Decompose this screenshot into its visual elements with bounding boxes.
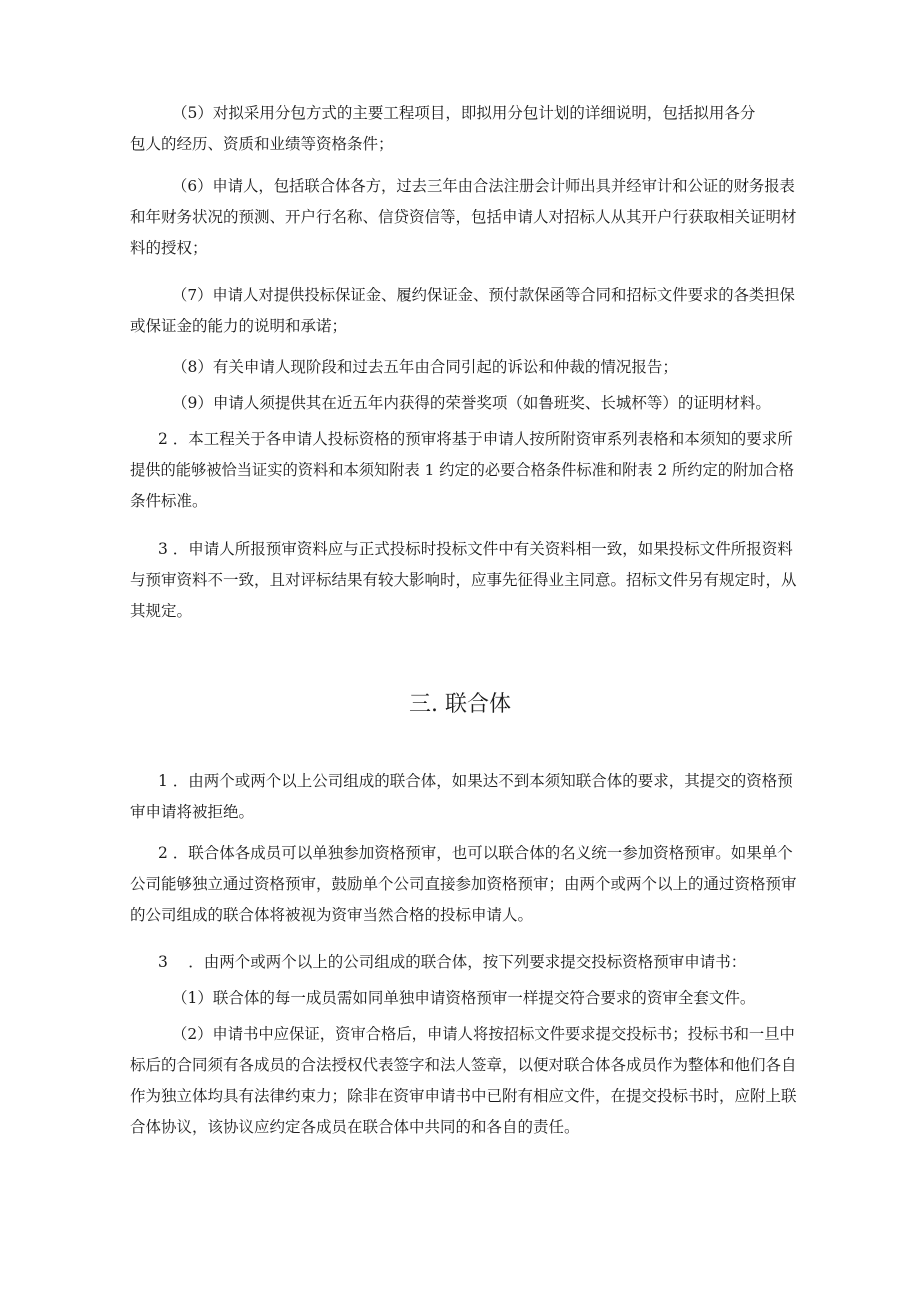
item-5-paragraph xyxy=(130,98,798,160)
union-clause-2-line-1: 2 ．联合体各成员可以单独参加资格预审，也可以联合体的名义统一参加资格预审。如果单个 xyxy=(158,844,793,862)
union-clause-1-line-1: 1 ．由两个或两个以上公司组成的联合体，如果达不到本须知联合体的要求，其提交的资格预 xyxy=(158,772,793,790)
clause-2-line-3: 条件标准。 xyxy=(130,492,208,510)
item-6-line-3: 料的授权； xyxy=(130,239,208,257)
clause-3-paragraph xyxy=(130,534,798,627)
union-item-2-line-2: 标后的合同须有各成员的合法授权代表签字和法人签章，以便对联合体各成员作为整体和他们各自 xyxy=(130,1056,797,1074)
item-7-line-1: （7）申请人对提供投标保证金、履约保证金、预付款保函等合同和招标文件要求的各类担保 xyxy=(172,286,795,304)
clause-3-line-1: 3 ．申请人所报预审资料应与正式投标时投标文件中有关资料相一致，如果投标文件所报资料 xyxy=(158,540,793,558)
union-item-2-paragraph xyxy=(130,1019,798,1143)
union-clause-2-line-2: 公司能够独立通过资格预审，鼓励单个公司直接参加资格预审；由两个或两个以上的通过资格预审 xyxy=(130,875,797,893)
clause-2-line-1: 2 ．本工程关于各申请人投标资格的预审将基于申请人按所附资审系列表格和本须知的要求所 xyxy=(158,430,793,448)
clause-2-paragraph xyxy=(130,424,798,517)
union-item-2-line-4: 合体协议，该协议应约定各成员在联合体中共同的和各自的责任。 xyxy=(130,1118,580,1136)
union-clause-1-paragraph xyxy=(130,766,798,828)
item-8-line-1: （8）有关申请人现阶段和过去五年由合同引起的诉讼和仲裁的情况报告； xyxy=(172,358,678,376)
item-9-paragraph xyxy=(130,388,798,419)
union-item-1-line-1: （1）联合体的每一成员需如同单独申请资格预审一样提交符合要求的资审全套文件。 xyxy=(172,989,756,1007)
union-item-2-line-1: （2）申请书中应保证，资审合格后，申请人将按招标文件要求提交投标书；投标书和一旦中 xyxy=(172,1025,795,1043)
union-clause-2-paragraph xyxy=(130,838,798,931)
item-6-line-1: （6）申请人，包括联合体各方，过去三年由合法注册会计师出具并经审计和公证的财务报表 xyxy=(172,177,795,195)
union-clause-3-paragraph xyxy=(130,947,798,978)
union-clause-1-line-2: 审申请将被拒绝。 xyxy=(130,803,255,821)
item-8-paragraph xyxy=(130,352,798,383)
item-5-line-1: （5）对拟采用分包方式的主要工程项目，即拟用分包计划的详细说明，包括拟用各分 xyxy=(172,104,756,122)
clause-3-line-3: 其规定。 xyxy=(130,602,193,620)
section-heading: 三. 联合体 xyxy=(409,692,511,717)
union-clause-3-line-1: 3 ．由两个或两个以上的公司组成的联合体，按下列要求提交投标资格预审申请书： xyxy=(158,953,747,971)
item-9-line-1: （9）申请人须提供其在近五年内获得的荣誉奖项（如鲁班奖、长城杯等）的证明材料。 xyxy=(172,394,771,412)
union-item-1-paragraph xyxy=(130,983,798,1014)
item-7-paragraph xyxy=(130,280,798,342)
item-6-line-2: 和年财务状况的预测、开户行名称、信贷资信等，包括申请人对招标人从其开户行获取相关证明材 xyxy=(130,208,797,226)
item-5-line-2: 包人的经历、资质和业绩等资格条件； xyxy=(130,135,394,153)
union-clause-2-line-3: 的公司组成的联合体将被视为资审当然合格的投标申请人。 xyxy=(130,906,534,924)
clause-2-line-2: 提供的能够被恰当证实的资料和本须知附表 1 约定的必要合格条件标准和附表 2 所约定的附加合格 xyxy=(130,461,795,479)
union-item-2-line-3: 作为独立体均具有法律约束力；除非在资审申请书中已附有相应文件，在提交投标书时，应附上联 xyxy=(130,1087,797,1105)
item-6-paragraph xyxy=(130,171,798,264)
clause-3-line-2: 与预审资料不一致，且对评标结果有较大影响时，应事先征得业主同意。招标文件另有规定时，从 xyxy=(130,571,797,589)
item-7-line-2: 或保证金的能力的说明和承诺； xyxy=(130,317,348,335)
